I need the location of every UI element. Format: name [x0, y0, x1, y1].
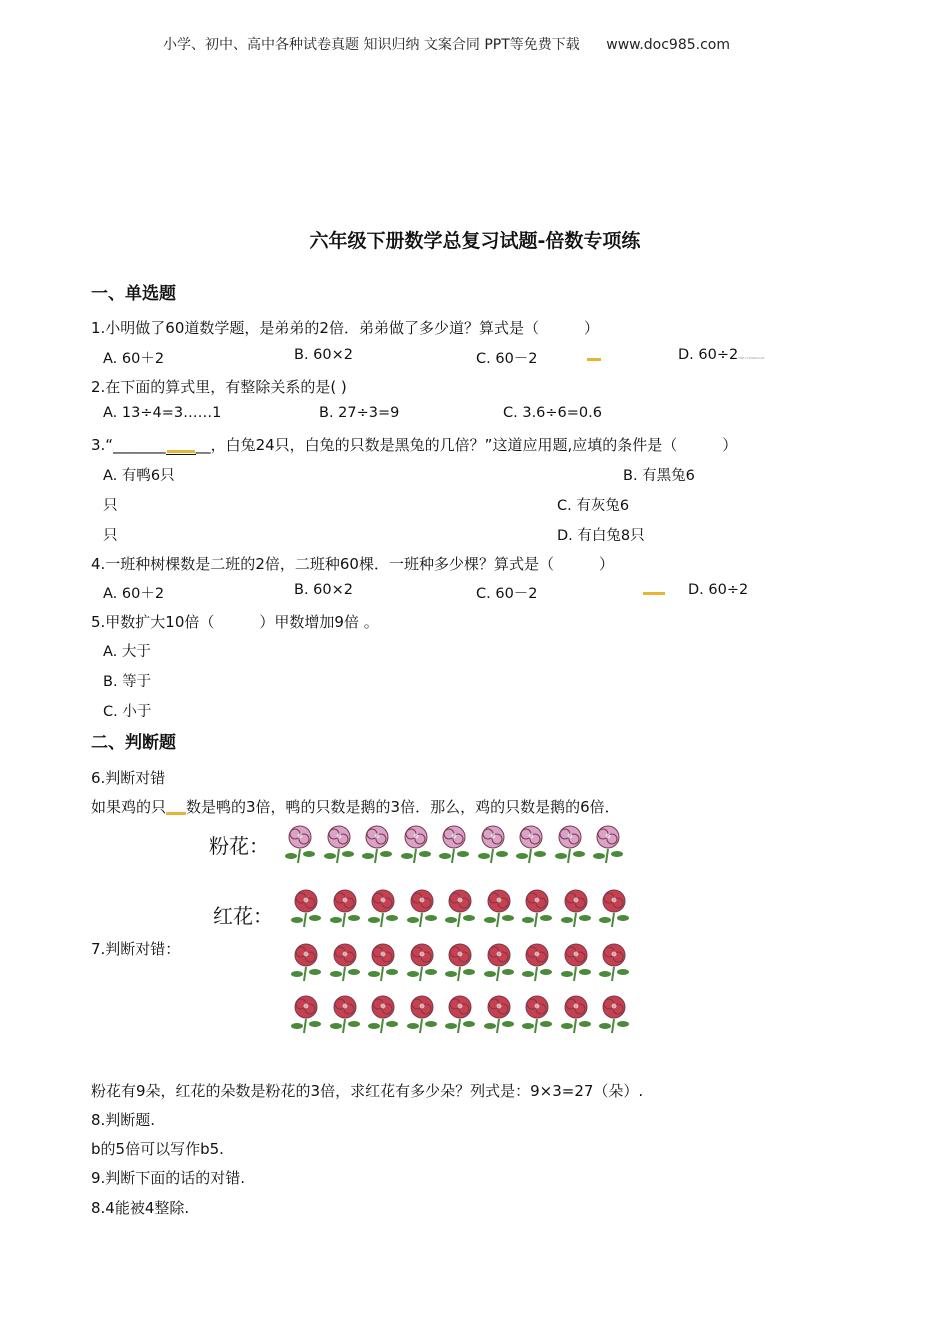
question-3-stem-rest: __，白兔24只，白兔的只数是黑兔的几倍？”这道应用题,应填的条件是（ ） [195, 436, 738, 454]
red-flower-icon [443, 993, 477, 1035]
red-flower-icon [559, 887, 593, 929]
question-1-stem: 1.小明做了60道数学题，是弟弟的2倍．弟弟做了多少道？算式是（ ） [91, 319, 599, 337]
blank-underline [166, 436, 196, 455]
red-flower-icon [443, 887, 477, 929]
question-4-option-c[interactable]: C. 60－2 [476, 586, 538, 602]
red-flower-icon [328, 887, 362, 929]
section-heading-true-false: 二、判断题 [91, 733, 176, 753]
question-7-body: 粉花有9朵，红花的朵数是粉花的3倍，求红花有多少朵？列式是：9×3=27（朵）. [91, 1082, 644, 1100]
question-9-body: 8.4能被4整除. [91, 1199, 190, 1217]
question-4-option-b[interactable]: B. 60×2 [294, 582, 353, 598]
red-flower-icon [597, 941, 631, 983]
red-flower-icon [366, 993, 400, 1035]
question-3-option-a[interactable]: A. 有鸭6只 [103, 468, 175, 484]
red-flower-icon [482, 941, 516, 983]
question-6-body-start: 如果鸡的只 [91, 798, 167, 816]
question-5-option-a[interactable]: A. 大于 [103, 644, 151, 660]
highlight-mark [643, 592, 665, 595]
question-3-option-c[interactable]: C. 有灰兔6 [557, 498, 630, 514]
question-4-option-d[interactable]: D. 60÷2 [688, 582, 749, 598]
question-1-option-b[interactable]: B. 60×2 [294, 347, 353, 363]
question-2-option-b[interactable]: B. 27÷3=9 [319, 405, 400, 421]
pink-flower-icon [476, 823, 510, 865]
question-3-option-a-continued: 只 [103, 498, 118, 514]
red-flower-icon [289, 941, 323, 983]
header-site-link[interactable]: www.doc985.com [606, 37, 730, 53]
question-6-body [91, 796, 620, 817]
question-3-option-c-continued: 只 [103, 528, 118, 544]
pink-flower-icon [283, 823, 317, 865]
question-9-stem: 9.判断下面的话的对错. [91, 1169, 246, 1187]
site-header [163, 34, 730, 54]
question-5-stem: 5.甲数扩大10倍（ ）甲数增加9倍 。 [91, 613, 379, 631]
red-flower-icon [328, 941, 362, 983]
pink-flower-icon [553, 823, 587, 865]
question-2-option-c[interactable]: C. 3.6÷6=0.6 [503, 405, 602, 421]
question-3-option-b[interactable]: B. 有黑兔6 [623, 468, 695, 484]
pink-flower-icon [360, 823, 394, 865]
question-4-option-a[interactable]: A. 60＋2 [103, 586, 165, 602]
red-flower-icon [405, 887, 439, 929]
question-6-body-end: 数是鸭的3倍，鸭的只数是鹅的3倍．那么，鸡的只数是鹅的6倍． [186, 798, 620, 816]
red-flower-icon [559, 993, 593, 1035]
red-flower-icon [328, 993, 362, 1035]
question-7-stem: 7.判断对错： [91, 940, 181, 958]
pink-flower-icon [399, 823, 433, 865]
pink-flower-icon [514, 823, 548, 865]
red-flower-icon [366, 941, 400, 983]
question-2-stem: 2.在下面的算式里，有整除关系的是( ) [91, 378, 347, 396]
red-flower-icon [289, 993, 323, 1035]
question-1-option-a[interactable]: A. 60＋2 [103, 351, 165, 367]
pink-flower-icon [322, 823, 356, 865]
red-flower-icon [597, 887, 631, 929]
section-heading-single-choice: 一、单选题 [91, 284, 176, 304]
question-3-stem-open: 3.“_______ [91, 436, 166, 454]
page-title: 六年级下册数学总复习试题-倍数专项练 [309, 230, 641, 252]
red-flower-icon [482, 993, 516, 1035]
red-flower-icon [597, 993, 631, 1035]
pink-flower-icon [437, 823, 471, 865]
question-5-option-c[interactable]: C. 小于 [103, 704, 152, 720]
red-flower-icon [289, 887, 323, 929]
red-flower-icon [405, 941, 439, 983]
question-3-option-d[interactable]: D. 有白兔8只 [557, 528, 645, 544]
red-flower-icon [482, 887, 516, 929]
red-flower-icon [366, 887, 400, 929]
pink-flower-label: 粉花： [209, 834, 269, 858]
question-4-stem: 4.一班种树棵数是二班的2倍，二班种60棵．一班种多少棵？算式是（ ） [91, 555, 614, 573]
question-1-option-c[interactable]: C. 60－2 [476, 351, 538, 367]
question-1-option-d[interactable] [678, 347, 764, 363]
red-flower-icon [520, 941, 554, 983]
header-tagline: 小学、初中、高中各种试卷真题 知识归纳 文案合同 PPT等免费下载 [163, 37, 580, 53]
question-2-option-a[interactable]: A. 13÷4=3……1 [103, 405, 222, 421]
red-flower-icon [443, 941, 477, 983]
question-5-option-b[interactable]: B. 等于 [103, 674, 152, 690]
question-6-stem: 6.判断对错 [91, 769, 166, 787]
highlight-mark [166, 812, 186, 815]
red-flower-icon [520, 993, 554, 1035]
pink-flower-icon [591, 823, 625, 865]
question-1-option-d-label: D. 60÷2 [678, 347, 739, 363]
question-3-stem [91, 434, 737, 455]
red-flower-icon [405, 993, 439, 1035]
red-flower-icon [520, 887, 554, 929]
watermark-note: DSE71456DAAAE [738, 356, 765, 360]
highlight-mark [587, 358, 601, 361]
red-flower-label: 红花： [213, 904, 273, 928]
question-8-stem: 8.判断题. [91, 1111, 156, 1129]
red-flower-icon [559, 941, 593, 983]
question-8-body: b的5倍可以写作b5. [91, 1140, 224, 1158]
